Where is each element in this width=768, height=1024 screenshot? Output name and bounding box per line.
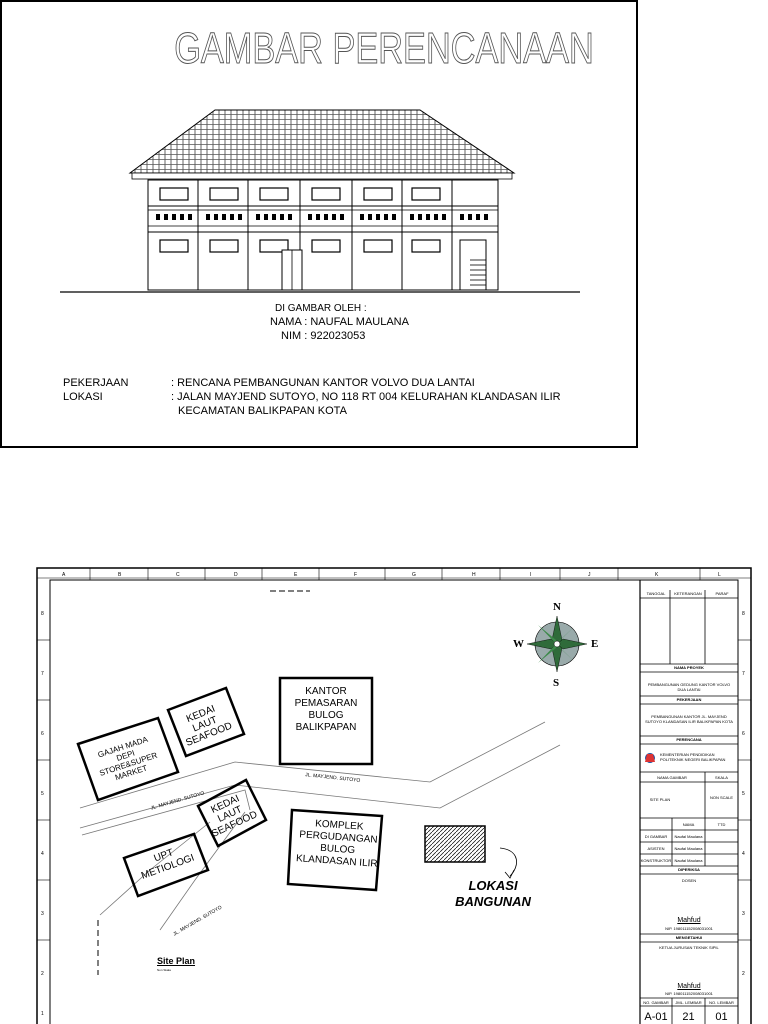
grid-number: 3 <box>41 911 44 917</box>
diperiksa-signer: Mahfud <box>677 917 701 924</box>
grid-number: 8 <box>41 611 44 617</box>
pekerjaan-value: : RENCANA PEMBANGUNAN KANTOR VOLVO DUA LANTAI <box>171 377 475 389</box>
role-person: Naufal Maulana <box>674 858 703 863</box>
grid-number: 7 <box>742 671 745 677</box>
label-gajah-mada: GAJAH MADA DEPI STORE&SUPER MARKET <box>96 734 159 783</box>
label-kedai-laut-1: KEDAI LAUT SEAFOOD <box>184 703 234 749</box>
header-tanggal: TANGGAL <box>646 591 666 596</box>
role-person: Naufal Maulana <box>674 846 703 851</box>
grid-letter: F <box>354 572 358 578</box>
role-header-ttd: TTD <box>717 822 726 827</box>
role-header-nama: NAMA <box>682 822 695 827</box>
cover-title: GAMBAR PERENCANAAN <box>174 24 594 73</box>
diperiksa-nip: NIP. 198011152008031001 <box>665 926 713 931</box>
pekerjaan-label: PEKERJAAN <box>63 377 129 389</box>
pekerjaan-value: PEMBANGUNAN KANTOR JL. MAYJEND SUTOYO KLANDASAN ILIR BALIKPAPAN KOTA <box>645 714 733 724</box>
nama-gambar-label: NAMA GAMBAR <box>657 775 687 780</box>
mengetahui-signer: Mahfud <box>677 983 701 990</box>
site-plan-title: Site Plan <box>157 956 196 966</box>
nama-proyek-label: NAMA PROYEK <box>674 665 704 670</box>
diperiksa-label: DIPERIKSA <box>678 867 700 872</box>
role-name: DI GAMBAR <box>644 834 668 839</box>
grid-letter: L <box>718 572 721 578</box>
lokasi-value-line1: : JALAN MAYJEND SUTOYO, NO 118 RT 004 KELURAHAN KLANDASAN ILIR <box>171 391 561 403</box>
compass-south-label: S <box>553 677 560 689</box>
grid-number: 5 <box>742 791 745 797</box>
skala-label: SKALA <box>715 775 728 780</box>
grid-number: 4 <box>742 851 745 857</box>
mengetahui-nip: NIP. 198011152008031001 <box>665 991 713 996</box>
role-name: KONSTRUKTOR <box>640 858 672 863</box>
mengetahui-role: KETUA JURUSAN TEKNIK SIPIL <box>659 945 719 950</box>
lokasi-label: LOKASI <box>63 391 103 403</box>
nama-proyek-value: PEMBANGUNAN GEDUNG KANTOR VOLVO DUA LANTAI <box>647 682 731 692</box>
grid-letter: B <box>118 572 122 578</box>
footer-header-no-lembar: NO. LEMBAR <box>709 1000 734 1005</box>
skala-value: NON SCALE <box>709 795 734 800</box>
footer-header-no-gambar: NO. GAMBAR <box>643 1000 669 1005</box>
road-label: JL. MAYJEND. SUTOYO <box>304 772 361 784</box>
role-person: Naufal Maulana <box>674 834 703 839</box>
grid-letter: D <box>234 572 238 578</box>
grid-letter: K <box>655 572 659 578</box>
grid-letter: E <box>294 572 298 578</box>
label-upt: UPT METIOLOGI <box>139 847 196 882</box>
grid-number: 4 <box>41 851 44 857</box>
grid-number: 5 <box>41 791 44 797</box>
mengetahui-label: MENGETAHUI <box>675 935 703 940</box>
footer-jml-lembar: 21 <box>682 1011 695 1023</box>
label-kedai-laut-2: KEDAI LAUT SEAFOOD <box>209 793 260 840</box>
drawn-by-name: NAMA : NAUFAL MAULANA <box>270 316 409 328</box>
grid-letter: H <box>472 572 476 578</box>
grid-number: 6 <box>742 731 745 737</box>
road-label: JL. MAYJEND. SUTOYO <box>150 790 206 812</box>
label-komplek: KOMPLEK PERGUDANGAN BULOG KLANDASAN ILIR <box>295 818 378 870</box>
drawn-by-label: DI GAMBAR OLEH : <box>275 303 367 314</box>
header-paraf: PARAF <box>715 591 729 596</box>
grid-number: 1 <box>41 1011 44 1017</box>
lokasi-value-line2: KECAMATAN BALIKPAPAN KOTA <box>178 405 347 417</box>
grid-letter: I <box>530 572 532 578</box>
grid-number: 2 <box>41 971 44 977</box>
grid-number: 7 <box>41 671 44 677</box>
pekerjaan-label: PEKERJAAN <box>676 697 702 702</box>
diperiksa-role: DOSEN <box>681 878 697 883</box>
footer-no-gambar: A-01 <box>644 1011 668 1023</box>
grid-letter: G <box>412 572 416 578</box>
drawn-by-nim: NIM : 922023053 <box>281 330 366 342</box>
institution-name: KEMENTERIAN PENDIDIKAN POLITEKNIK NEGERI BALIKPAPAN <box>660 752 726 762</box>
perencana-label: PERENCANA <box>676 737 702 742</box>
grid-number: 8 <box>742 611 745 617</box>
compass-east-label: E <box>591 638 599 650</box>
lokasi-bangunan-label: LOKASI BANGUNAN <box>455 878 531 909</box>
grid-number: 6 <box>41 731 44 737</box>
compass-north-label: N <box>553 601 561 613</box>
compass-west-label: W <box>513 638 524 650</box>
header-keterangan: KETERANGAN <box>674 591 702 596</box>
role-name: ASISTEN <box>647 846 665 851</box>
nama-gambar-value: SITE PLAN <box>649 797 671 802</box>
grid-number: 3 <box>742 911 745 917</box>
road-label: JL. MAYJEND. SUTOYO <box>172 904 224 938</box>
grid-letter: A <box>62 572 66 578</box>
label-kantor-bulog: KANTOR PEMASARAN BULOG BALIKPAPAN <box>294 686 358 733</box>
site-plan-scale: Non Skala <box>157 968 171 972</box>
footer-header-jml-lembar: JML. LEMBAR <box>675 1000 702 1005</box>
grid-letter: C <box>176 572 180 578</box>
grid-letter: J <box>588 572 591 578</box>
grid-number: 2 <box>742 971 745 977</box>
footer-no-lembar: 01 <box>715 1011 728 1023</box>
